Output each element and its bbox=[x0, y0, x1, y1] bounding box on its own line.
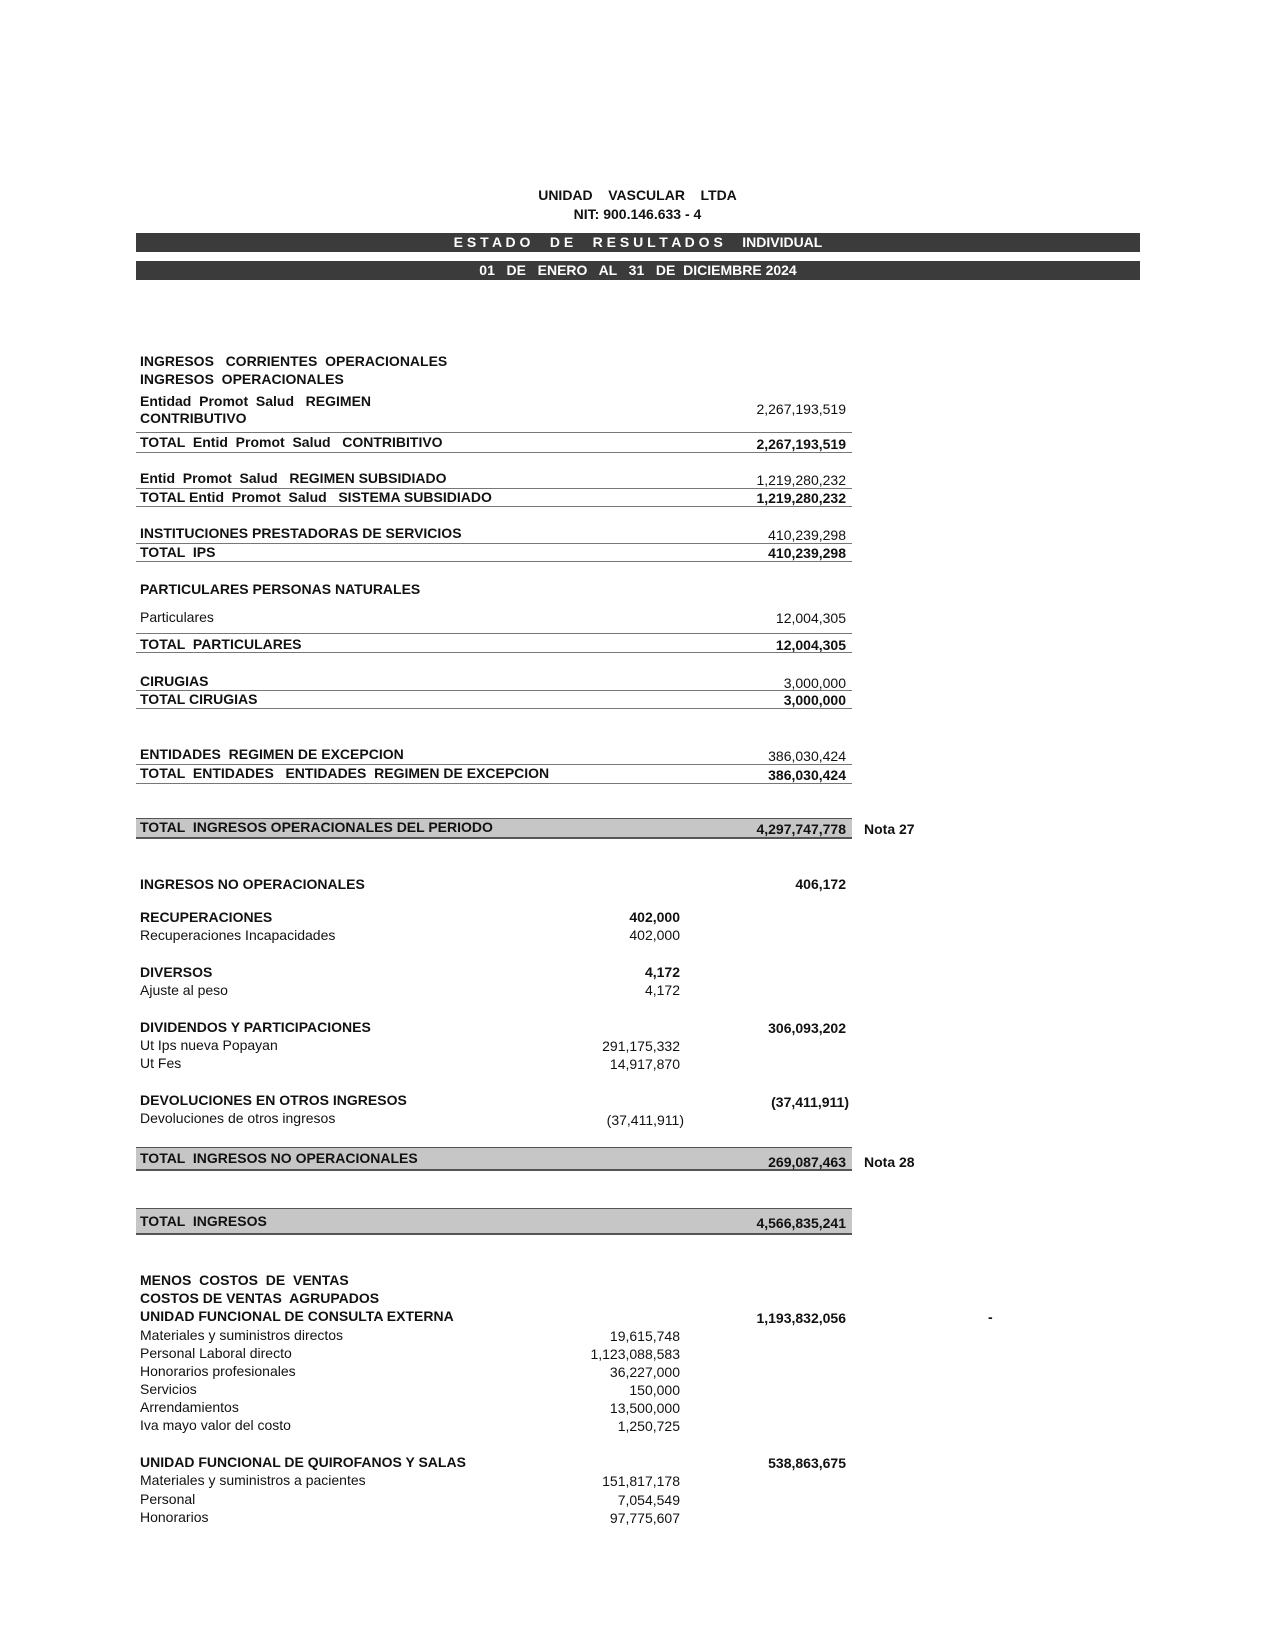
excepcion-value: 386,030,424 bbox=[768, 748, 846, 764]
total-no-operacionales-label: TOTAL INGRESOS NO OPERACIONALES bbox=[140, 1150, 418, 1166]
consulta-externa-label: UNIDAD FUNCIONAL DE CONSULTA EXTERNA bbox=[140, 1308, 454, 1324]
quirofanos-value: 538,863,675 bbox=[768, 1455, 846, 1471]
eps-contrib-label-line2: CONTRIBUTIVO bbox=[140, 410, 247, 426]
diversos-value: 4,172 bbox=[644, 964, 680, 980]
ut-fes-value: 14,917,870 bbox=[609, 1056, 680, 1072]
particulares-value: 12,004,305 bbox=[775, 610, 846, 626]
total-operacionales-label: TOTAL INGRESOS OPERACIONALES DEL PERIODO bbox=[140, 819, 493, 835]
total-subs-label: TOTAL Entid Promot Salud SISTEMA SUBSIDIADO bbox=[140, 489, 492, 505]
particulares-heading: PARTICULARES PERSONAS NATURALES bbox=[140, 581, 421, 597]
company-nit: NIT: 900.146.633 - 4 bbox=[573, 206, 702, 222]
divider bbox=[136, 561, 852, 562]
recuperaciones-label: RECUPERACIONES bbox=[140, 909, 273, 925]
cirugias-label: CIRUGIAS bbox=[140, 673, 209, 689]
list-item-label: Honorarios profesionales bbox=[140, 1363, 296, 1379]
list-item-label: Materiales y suministros a pacientes bbox=[140, 1472, 366, 1488]
total-contrib-label: TOTAL Entid Promot Salud CONTRIBITIVO bbox=[140, 434, 443, 450]
list-item-value: 7,054,549 bbox=[617, 1492, 680, 1508]
total-subs-value: 1,219,280,232 bbox=[756, 490, 846, 506]
cirugias-value: 3,000,000 bbox=[783, 675, 846, 691]
diversos-label: DIVERSOS bbox=[140, 964, 213, 980]
section-heading-corrientes: INGRESOS CORRIENTES OPERACIONALES bbox=[140, 353, 448, 369]
list-item-value: 1,250,725 bbox=[617, 1418, 680, 1434]
divider bbox=[136, 783, 852, 784]
total-no-operacionales-value: 269,087,463 bbox=[768, 1154, 846, 1170]
no-operacionales-heading-value: 406,172 bbox=[795, 876, 846, 892]
list-item-value: 36,227,000 bbox=[609, 1364, 680, 1380]
total-contrib-value: 2,267,193,519 bbox=[756, 436, 846, 452]
total-operacionales-value: 4,297,747,778 bbox=[756, 821, 846, 837]
list-item-value: 13,500,000 bbox=[609, 1400, 680, 1416]
list-item-value: 151,817,178 bbox=[602, 1473, 680, 1489]
divider bbox=[136, 652, 852, 653]
ajuste-peso-value: 4,172 bbox=[644, 982, 680, 998]
ajuste-peso-label: Ajuste al peso bbox=[140, 982, 228, 998]
no-operacionales-heading: INGRESOS NO OPERACIONALES bbox=[140, 876, 365, 892]
costos-heading: MENOS COSTOS DE VENTAS bbox=[140, 1272, 349, 1288]
list-item-label: Materiales y suministros directos bbox=[140, 1327, 344, 1343]
total-particulares-label: TOTAL PARTICULARES bbox=[140, 636, 302, 652]
total-ips-label: TOTAL IPS bbox=[140, 544, 216, 560]
divider bbox=[136, 633, 852, 634]
company-name: UNIDAD VASCULAR LTDA bbox=[538, 187, 737, 203]
divider bbox=[136, 452, 852, 453]
statement-period: 01 DE ENERO AL 31 DE DICIEMBRE 2024 bbox=[136, 261, 1140, 280]
eps-contrib-value: 2,267,193,519 bbox=[756, 401, 846, 417]
list-item-label: Personal Laboral directo bbox=[140, 1345, 292, 1361]
consulta-externa-value: 1,193,832,056 bbox=[756, 1310, 846, 1326]
costos-agrupados-heading: COSTOS DE VENTAS AGRUPADOS bbox=[140, 1290, 380, 1306]
list-item-value: 150,000 bbox=[629, 1382, 680, 1398]
list-item-value: 97,775,607 bbox=[609, 1510, 680, 1526]
total-excepcion-value: 386,030,424 bbox=[768, 767, 846, 783]
total-cirugias-label: TOTAL CIRUGIAS bbox=[140, 691, 258, 707]
particulares-label: Particulares bbox=[140, 609, 214, 625]
list-item-label: Arrendamientos bbox=[140, 1399, 239, 1415]
dividendos-label: DIVIDENDOS Y PARTICIPACIONES bbox=[140, 1019, 371, 1035]
list-item-value: 19,615,748 bbox=[609, 1328, 680, 1344]
eps-contrib-label-line1: Entidad Promot Salud REGIMEN bbox=[140, 393, 372, 409]
total-excepcion-label: TOTAL ENTIDADES ENTIDADES REGIMEN DE EXCEPCION bbox=[140, 765, 550, 781]
divider bbox=[136, 543, 852, 544]
recuperaciones-value: 402,000 bbox=[629, 909, 680, 925]
list-item-label: Servicios bbox=[140, 1381, 197, 1397]
statement-title: E S T A D O D E R E S U L T A D O S INDIVIDUAL bbox=[136, 233, 1140, 252]
devoluciones-otros-label: Devoluciones de otros ingresos bbox=[140, 1110, 336, 1126]
excepcion-label: ENTIDADES REGIMEN DE EXCEPCION bbox=[140, 746, 404, 762]
ut-ips-label: Ut Ips nueva Popayan bbox=[140, 1037, 278, 1053]
section-heading-operacionales: INGRESOS OPERACIONALES bbox=[140, 371, 344, 387]
ut-fes-label: Ut Fes bbox=[140, 1055, 182, 1071]
divider bbox=[136, 708, 852, 709]
list-item-label: Iva mayo valor del costo bbox=[140, 1417, 291, 1433]
list-item-label: Personal bbox=[140, 1491, 196, 1507]
devoluciones-label: DEVOLUCIONES EN OTROS INGRESOS bbox=[140, 1092, 407, 1108]
quirofanos-label: UNIDAD FUNCIONAL DE QUIROFANOS Y SALAS bbox=[140, 1454, 466, 1470]
nota-28: Nota 28 bbox=[864, 1154, 915, 1170]
ips-label: INSTITUCIONES PRESTADORAS DE SERVICIOS bbox=[140, 525, 462, 541]
total-cirugias-value: 3,000,000 bbox=[783, 692, 846, 708]
recup-incapacidades-label: Recuperaciones Incapacidades bbox=[140, 927, 336, 943]
divider bbox=[136, 506, 852, 507]
ut-ips-value: 291,175,332 bbox=[602, 1038, 680, 1054]
dividendos-value: 306,093,202 bbox=[768, 1020, 846, 1036]
total-ips-value: 410,239,298 bbox=[768, 545, 846, 561]
nota-27: Nota 27 bbox=[864, 821, 915, 837]
total-particulares-value: 12,004,305 bbox=[775, 637, 846, 653]
recup-incapacidades-value: 402,000 bbox=[629, 927, 680, 943]
total-ingresos-value: 4,566,835,241 bbox=[756, 1215, 846, 1231]
devoluciones-value: (37,411,911) bbox=[771, 1094, 849, 1110]
eps-subs-value: 1,219,280,232 bbox=[756, 472, 846, 488]
consulta-externa-dash: - bbox=[988, 1309, 993, 1325]
eps-subs-label: Entid Promot Salud REGIMEN SUBSIDIADO bbox=[140, 470, 447, 486]
list-item-value: 1,123,088,583 bbox=[590, 1346, 680, 1362]
divider bbox=[136, 432, 852, 433]
total-ingresos-label: TOTAL INGRESOS bbox=[140, 1213, 267, 1229]
ips-value: 410,239,298 bbox=[768, 527, 846, 543]
list-item-label: Honorarios bbox=[140, 1509, 209, 1525]
devoluciones-otros-value: (37,411,911) bbox=[606, 1112, 684, 1128]
